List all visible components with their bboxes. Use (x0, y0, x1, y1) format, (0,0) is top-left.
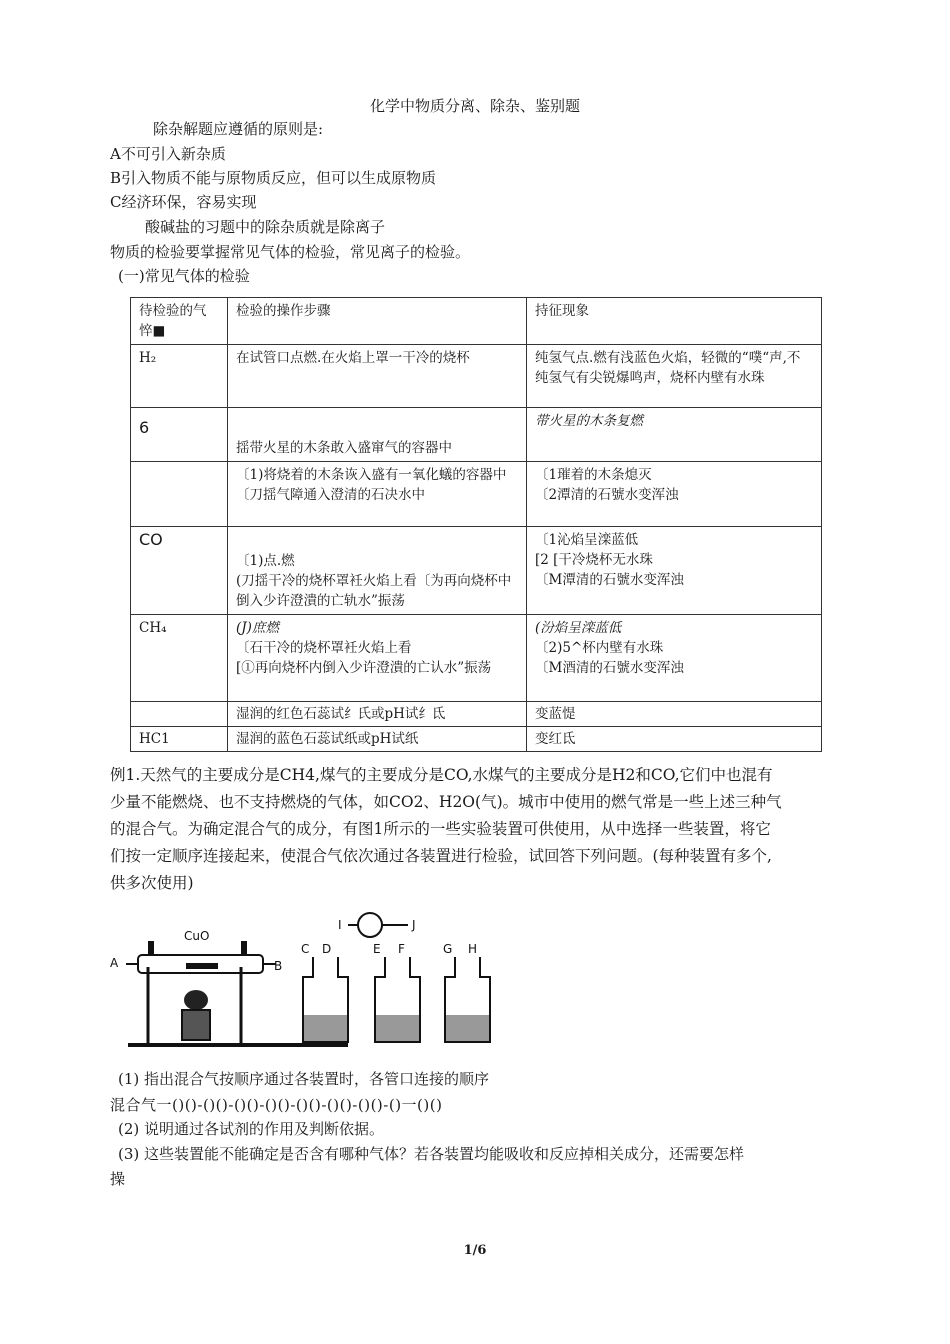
gas-cell (131, 702, 228, 727)
phenomena-cell (527, 527, 822, 615)
tube-clamp-left (148, 941, 154, 955)
example-line: 们按一定顺序连接起来，使混合气依次通过各装置进行检验，试回答下列问题。(每种装置有多个, (110, 847, 772, 865)
step-line: (刀揺干冷的烧杯罩衽火焰上看〔为再向烧杯中倒入少许澄潰的亡轨水”振荡 (236, 573, 512, 609)
steps-cell (228, 527, 527, 615)
phenomena-cell (527, 345, 822, 408)
acid-base-note: 酸碱盐的习题中的除杂质就是除离子 (145, 218, 386, 236)
example-line: 例1.天然气的主要成分是CH4,煤气的主要成分是CO,水煤气的主要成分是H2和CO,它们中也混有 (110, 766, 773, 784)
label-g: G (443, 942, 453, 956)
phenomenon-line: 变蓝惿 (535, 706, 576, 722)
phenomena-cell (527, 702, 822, 727)
principle-heading: 除杂解题应遵循的原则是: (153, 120, 324, 138)
section-heading: (一)常见气体的检验 (118, 267, 250, 285)
label-f: F (398, 942, 405, 956)
burner-flame (184, 990, 208, 1010)
label-cuo: CuO (184, 929, 210, 943)
rule-c: C经济环保，容易实现 (110, 193, 257, 211)
detection-note: 物质的检验要掌握常见气体的检验，常见离子的检验。 (110, 243, 471, 261)
step-line: 〔1)点.燃 (236, 553, 295, 569)
phenomena-cell (527, 462, 822, 527)
example-line: 供多次使用) (110, 874, 194, 892)
question-1: (1) 指出混合气按顺序通过各装置时，各管口连接的顺序 (118, 1070, 490, 1088)
label-e: E (373, 942, 381, 956)
steps-cell (228, 408, 527, 462)
alcohol-lamp (182, 1010, 210, 1040)
step-line: 〔刀揺气障通入澄清的石决水中 (236, 487, 425, 503)
phenomena-cell (527, 408, 822, 462)
phenomenon-line: 〔2)5^杯内壁有水珠 (535, 640, 664, 656)
phenomenon-line: 纯氢气点.燃有浅蓝色火焰，轻微的“噗“声,不纯氢气有尖锐爆鸣声，烧杯内壁有水珠 (535, 350, 801, 386)
gas-cell: 6 (131, 408, 228, 462)
phenomenon-line: 〔2潭清的石號水变浑浊 (535, 487, 679, 503)
header-gas: 待检验的气悴■ (131, 298, 228, 345)
gas-detection-table (130, 297, 822, 752)
step-line: [①再向烧杯内倒入少许澄潰的亡认水”振荡 (236, 660, 492, 676)
tube-clamp-right (241, 941, 247, 955)
apparatus-figure (108, 905, 508, 1055)
table-row (131, 408, 822, 462)
step-line: 在试管口点燃.在火焰上罩一干冷的烧杯 (236, 350, 470, 366)
label-c: C (301, 942, 310, 956)
label-b: B (274, 959, 283, 973)
step-line: (J)庶燃 (236, 620, 279, 636)
step-line: 揺带火星的木条敢入盛窜气的容器中 (236, 440, 452, 456)
liquid-gh (446, 1015, 489, 1041)
phenomena-cell (527, 615, 822, 702)
phenomenon-line: [2 [干冷烧杯无水珠 (535, 552, 653, 568)
step-line: 〔石干冷的烧杯罩衽火焰上看 (236, 640, 412, 656)
gas-cell: HC1 (131, 727, 228, 752)
question-2: (2) 说明通过各试剂的作用及判断依据。 (118, 1120, 385, 1138)
example-paragraph (110, 762, 845, 897)
phenomenon-line: 〔M潭清的石號水变浑浊 (535, 572, 684, 588)
phenomenon-line: 〔1璀着的木条熄灭 (535, 467, 652, 483)
phenomenon-line: 〔1沁焰呈滦蓝低 (535, 532, 639, 548)
table-row (131, 702, 822, 727)
question-3-continued: 操 (110, 1170, 126, 1188)
table-row (131, 727, 822, 752)
drying-bulb (358, 913, 382, 937)
gas-cell: H₂ (131, 345, 228, 408)
table-row (131, 345, 822, 408)
page-title: 化学中物质分离、除杂、鉴别题 (369, 97, 580, 115)
gas-cell (131, 462, 228, 527)
header-phenomena: 持征现象 (527, 298, 822, 345)
steps-cell (228, 345, 527, 408)
phenomenon-line: 带火星的木条复燃 (535, 413, 643, 429)
gas-cell: CO (131, 527, 228, 615)
example-line: 的混合气。为确定混合气的成分，有图1所示的一些实验装置可供使用，从中选择一些装置，将它 (110, 820, 771, 838)
page-number: 1/6 (463, 1243, 487, 1258)
label-i: I (338, 918, 342, 932)
table-header-row (131, 298, 822, 345)
question-1-answer: 混合气一()()-()()-()()-()()-()()-()()-()()-()一()() (110, 1096, 443, 1114)
steps-cell (228, 727, 527, 752)
table-row (131, 615, 822, 702)
phenomena-cell (527, 727, 822, 752)
label-h: H (468, 942, 478, 956)
gas-cell: CH₄ (131, 615, 228, 702)
steps-cell (228, 462, 527, 527)
liquid-ef (376, 1015, 419, 1041)
step-line: 〔1)将烧着的木条诙入盛有一氧化蟻的容器中 (236, 467, 507, 483)
phenomenon-line: 变红氐 (535, 731, 576, 747)
example-line: 少量不能燃烧、也不支持燃烧的气体，如CO2、H2O(气)。城市中使用的燃气常是一些上述三种气 (110, 793, 782, 811)
step-line: 湿润的蓝色石蕊试纸或pH试纸 (236, 731, 419, 747)
table-row (131, 462, 822, 527)
phenomenon-line: (汾焰呈滦蓝低 (535, 620, 622, 636)
question-3: (3) 这些装置能不能确定是否含有哪种气体？若各装置均能吸收和反应掉相关成分，还需要怎样 (118, 1145, 745, 1163)
header-steps: 检验的操作步骤 (228, 298, 527, 345)
steps-cell (228, 615, 527, 702)
label-j: J (412, 918, 416, 932)
rule-b: B引入物质不能与原物质反应，但可以生成原物质 (110, 169, 437, 187)
table-row (131, 527, 822, 615)
step-line: 湿润的红色石蕊试纟氏或pH试纟氐 (236, 706, 446, 722)
rule-a: A不可引入新杂质 (110, 145, 226, 163)
phenomenon-line: 〔M酒清的石號水变浑浊 (535, 660, 684, 676)
cuo-sample (186, 963, 218, 969)
liquid-cd (304, 1015, 347, 1041)
label-d: D (322, 942, 332, 956)
label-a: A (110, 956, 119, 970)
steps-cell (228, 702, 527, 727)
